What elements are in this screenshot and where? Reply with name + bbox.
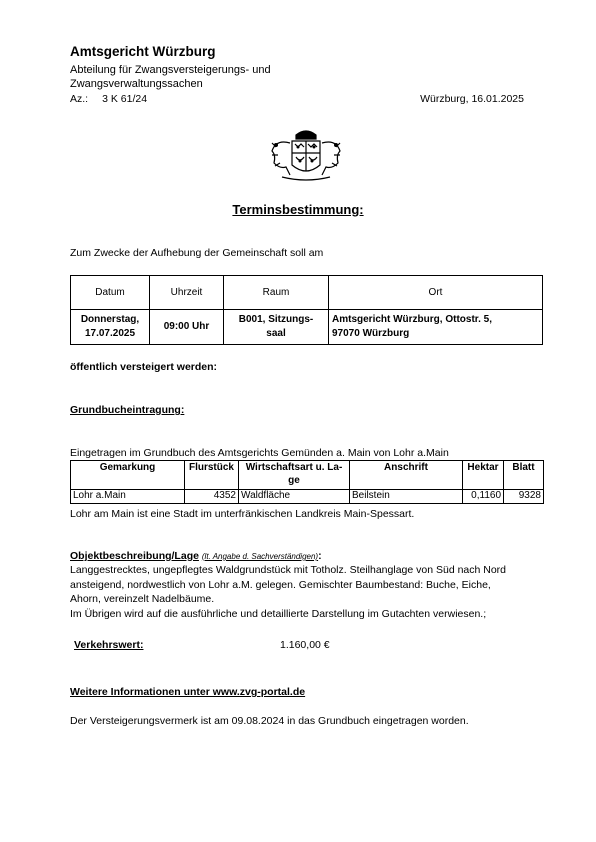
file-reference-value: 3 K 61/24	[102, 93, 148, 105]
more-info-link[interactable]: Weitere Informationen unter www.zvg-portal.de	[70, 686, 306, 698]
market-value: 1.160,00 €	[280, 639, 330, 651]
raum-line-2: saal	[266, 328, 286, 339]
wirtschaftsart-line-1: Wirtschaftsart u. La-	[245, 462, 343, 473]
object-line-4: Im Übrigen wird auf die ausführliche und detaillierte Darstellung im Gutachten verwiesen.;	[70, 607, 487, 620]
header-datum: Datum	[71, 276, 150, 310]
cell-uhrzeit: 09:00 Uhr	[150, 310, 224, 345]
appointment-header-row	[71, 276, 543, 310]
object-line-2: ansteigend, nordwestlich von Lohr a.M. gelegen. Gemischter Baumbestand: Buche, Eiche,	[70, 578, 491, 591]
ort-line-2: 97070 Würzburg	[332, 328, 410, 339]
object-line-1: Langgestrecktes, ungepflegtes Waldgrundstück mit Totholz. Steilhanglage von Süd nach Nord	[70, 564, 507, 576]
appointment-table	[70, 275, 543, 345]
ort-line-1: Amtsgericht Würzburg, Ottostr. 5,	[332, 314, 493, 325]
auction-statement: öffentlich versteigert werden:	[70, 361, 218, 373]
header-gemarkung: Gemarkung	[71, 461, 185, 490]
cell-blatt: 9328	[504, 490, 544, 504]
header-raum: Raum	[224, 276, 329, 310]
department-line-1: Abteilung für Zwangsversteigerungs- und	[70, 64, 271, 76]
intro-text: Zum Zwecke der Aufhebung der Gemeinschaft soll am	[70, 247, 324, 259]
cell-gemarkung: Lohr a.Main	[71, 490, 185, 504]
cell-hektar: 0,1160	[463, 490, 504, 504]
department	[70, 63, 271, 91]
cell-raum	[224, 310, 329, 345]
location-note: Lohr am Main ist eine Stadt im unterfränkischen Landkreis Main-Spessart.	[70, 508, 415, 520]
raum-line-1: B001, Sitzungs-	[238, 314, 314, 325]
appointment-row	[71, 310, 543, 345]
datum-line-1: Donnerstag,	[80, 314, 140, 325]
header-wirtschaftsart	[239, 461, 350, 490]
market-value-label: Verkehrswert:	[74, 639, 144, 651]
letter-date: Würzburg, 16.01.2025	[420, 93, 524, 105]
header-uhrzeit: Uhrzeit	[150, 276, 224, 310]
document-title: Terminsbestimmung:	[232, 202, 364, 217]
land-register-heading: Grundbucheintragung:	[70, 404, 185, 416]
header-blatt: Blatt	[504, 461, 544, 490]
cell-wirtschaftsart: Waldfläche	[239, 490, 350, 504]
object-description-heading	[70, 550, 322, 562]
cell-flurstueck: 4352	[185, 490, 239, 504]
auction-note: Der Versteigerungsvermerk ist am 09.08.2024 in das Grundbuch eingetragen worden.	[70, 715, 469, 727]
header-anschrift: Anschrift	[350, 461, 463, 490]
department-line-2: Zwangsverwaltungssachen	[70, 78, 203, 90]
datum-line-2: 17.07.2025	[84, 328, 136, 339]
land-register-header-row	[71, 461, 544, 490]
header-flurstueck: Flurstück	[185, 461, 239, 490]
object-description	[70, 563, 540, 621]
file-reference-label: Az.:	[70, 93, 89, 105]
object-heading-source: (lt. Angabe d. Sachverständigen)	[201, 552, 319, 561]
land-register-table	[70, 460, 544, 504]
cell-datum	[71, 310, 150, 345]
land-register-intro: Eingetragen im Grundbuch des Amtsgerichts Gemünden a. Main von Lohr a.Main	[70, 447, 449, 459]
object-heading-colon: :	[318, 550, 322, 562]
table-row	[71, 490, 544, 504]
cell-anschrift: Beilstein	[350, 490, 463, 504]
court-name: Amtsgericht Würzburg	[70, 44, 216, 59]
header-hektar: Hektar	[463, 461, 504, 490]
cell-ort	[329, 310, 543, 345]
object-line-3: Ahorn, vereinzelt Nadelbäume.	[70, 593, 215, 605]
file-reference	[70, 93, 147, 105]
bavarian-coat-of-arms-icon	[262, 125, 350, 185]
wirtschaftsart-line-2: ge	[288, 475, 300, 486]
header-ort: Ort	[329, 276, 543, 310]
object-heading-text: Objektbeschreibung/Lage	[70, 550, 199, 562]
